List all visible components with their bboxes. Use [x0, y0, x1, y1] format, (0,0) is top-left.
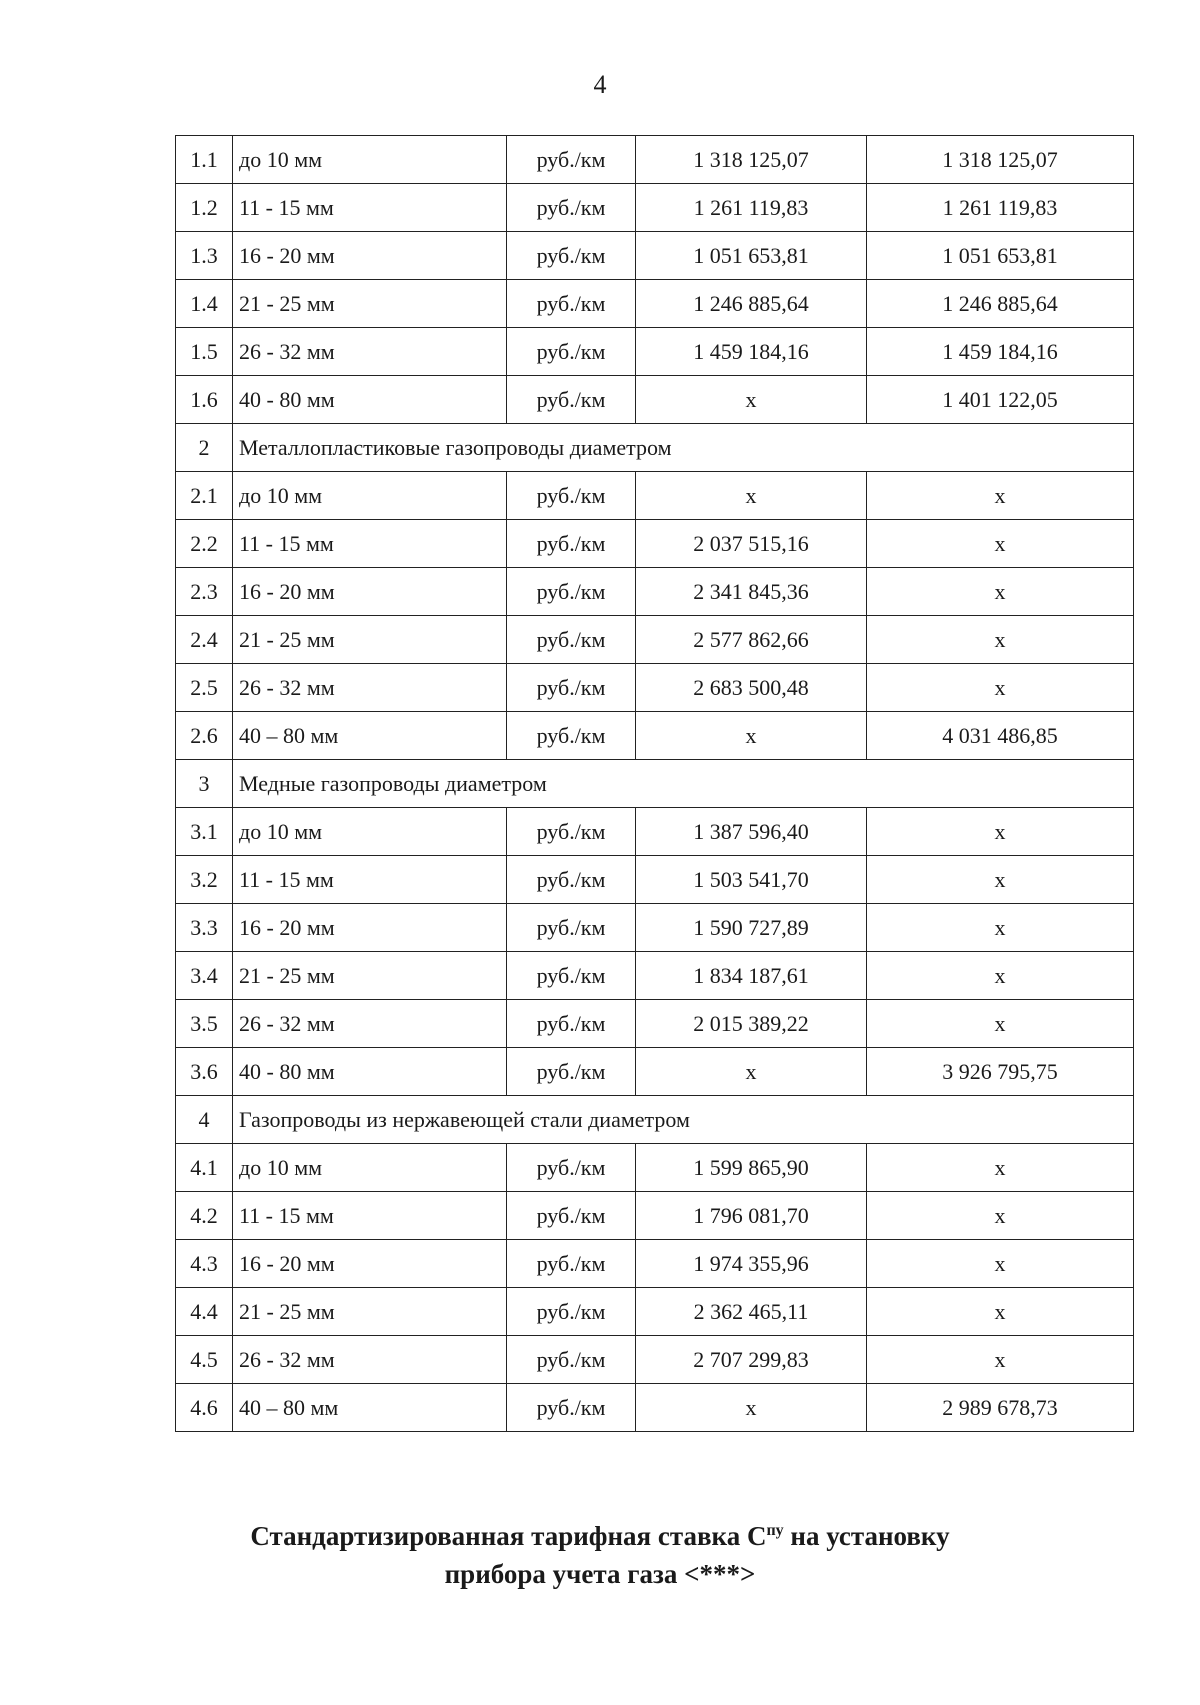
rate-value-2: 3 926 795,75 [867, 1048, 1134, 1096]
table-row [176, 520, 1134, 568]
rate-value-2: х [867, 808, 1134, 856]
row-number: 3.2 [176, 856, 233, 904]
section-heading: Газопроводы из нержавеющей стали диаметром [233, 1096, 1134, 1144]
row-number: 2 [176, 424, 233, 472]
unit: руб./км [507, 376, 636, 424]
section-row [176, 1096, 1134, 1144]
unit: руб./км [507, 856, 636, 904]
diameter-range: 21 - 25 мм [233, 616, 507, 664]
rate-value-1: х [636, 1048, 867, 1096]
tariff-table-body [176, 136, 1134, 1432]
table-row [176, 856, 1134, 904]
page-number: 4 [593, 70, 607, 99]
row-number: 1.4 [176, 280, 233, 328]
table-row [176, 616, 1134, 664]
rate-value-1: 1 590 727,89 [636, 904, 867, 952]
diameter-range: до 10 мм [233, 1144, 507, 1192]
row-number: 2.5 [176, 664, 233, 712]
row-number: 1.6 [176, 376, 233, 424]
row-number: 2.2 [176, 520, 233, 568]
section-row [176, 760, 1134, 808]
row-number: 4.2 [176, 1192, 233, 1240]
rate-value-2: х [867, 1000, 1134, 1048]
table-row [176, 1288, 1134, 1336]
tariff-table [175, 135, 1134, 1432]
unit: руб./км [507, 280, 636, 328]
row-number: 1.1 [176, 136, 233, 184]
rate-value-2: 1 459 184,16 [867, 328, 1134, 376]
table-row [176, 280, 1134, 328]
diameter-range: 26 - 32 мм [233, 1000, 507, 1048]
table-row [176, 472, 1134, 520]
section-row [176, 424, 1134, 472]
table-row [176, 328, 1134, 376]
table-row [176, 1144, 1134, 1192]
rate-value-2: х [867, 1336, 1134, 1384]
unit: руб./км [507, 664, 636, 712]
diameter-range: 16 - 20 мм [233, 232, 507, 280]
rate-value-2: х [867, 616, 1134, 664]
unit: руб./км [507, 328, 636, 376]
diameter-range: 26 - 32 мм [233, 328, 507, 376]
rate-value-2: х [867, 1144, 1134, 1192]
unit: руб./км [507, 520, 636, 568]
rate-value-1: 1 318 125,07 [636, 136, 867, 184]
title-superscript: пу [766, 1522, 784, 1539]
table-row [176, 232, 1134, 280]
rate-value-2: х [867, 952, 1134, 1000]
rate-value-1: 1 387 596,40 [636, 808, 867, 856]
unit: руб./км [507, 232, 636, 280]
diameter-range: 11 - 15 мм [233, 856, 507, 904]
row-number: 3.3 [176, 904, 233, 952]
rate-value-1: х [636, 376, 867, 424]
table-row [176, 712, 1134, 760]
table-row [176, 376, 1134, 424]
unit: руб./км [507, 808, 636, 856]
diameter-range: 11 - 15 мм [233, 184, 507, 232]
title-text-end: на установку [783, 1521, 950, 1551]
unit: руб./км [507, 1288, 636, 1336]
row-number: 3.6 [176, 1048, 233, 1096]
diameter-range: 40 - 80 мм [233, 1048, 507, 1096]
rate-value-1: 2 037 515,16 [636, 520, 867, 568]
unit: руб./км [507, 1000, 636, 1048]
row-number: 3 [176, 760, 233, 808]
diameter-range: 21 - 25 мм [233, 952, 507, 1000]
table-row [176, 1192, 1134, 1240]
unit: руб./км [507, 568, 636, 616]
rate-value-2: 2 989 678,73 [867, 1384, 1134, 1432]
table-row [176, 136, 1134, 184]
rate-value-1: 1 246 885,64 [636, 280, 867, 328]
rate-value-1: 2 577 862,66 [636, 616, 867, 664]
unit: руб./км [507, 616, 636, 664]
section-title [0, 1512, 1200, 1593]
diameter-range: 21 - 25 мм [233, 280, 507, 328]
diameter-range: до 10 мм [233, 472, 507, 520]
rate-value-1: 1 796 081,70 [636, 1192, 867, 1240]
rate-value-2: х [867, 664, 1134, 712]
row-number: 4.3 [176, 1240, 233, 1288]
rate-value-1: 1 974 355,96 [636, 1240, 867, 1288]
rate-value-2: х [867, 1288, 1134, 1336]
unit: руб./км [507, 904, 636, 952]
row-number: 4 [176, 1096, 233, 1144]
unit: руб./км [507, 472, 636, 520]
rate-value-1: х [636, 1384, 867, 1432]
rate-value-2: 4 031 486,85 [867, 712, 1134, 760]
row-number: 2.6 [176, 712, 233, 760]
diameter-range: 16 - 20 мм [233, 904, 507, 952]
diameter-range: 16 - 20 мм [233, 568, 507, 616]
rate-value-2: х [867, 520, 1134, 568]
rate-value-1: 1 503 541,70 [636, 856, 867, 904]
unit: руб./км [507, 1240, 636, 1288]
rate-value-2: х [867, 1240, 1134, 1288]
table-row [176, 1384, 1134, 1432]
row-number: 3.4 [176, 952, 233, 1000]
rate-value-1: 1 459 184,16 [636, 328, 867, 376]
diameter-range: 40 – 80 мм [233, 712, 507, 760]
row-number: 1.2 [176, 184, 233, 232]
row-number: 4.1 [176, 1144, 233, 1192]
rate-value-1: 2 683 500,48 [636, 664, 867, 712]
rate-value-2: 1 318 125,07 [867, 136, 1134, 184]
rate-value-2: 1 261 119,83 [867, 184, 1134, 232]
row-number: 4.4 [176, 1288, 233, 1336]
unit: руб./км [507, 184, 636, 232]
table-row [176, 1240, 1134, 1288]
diameter-range: 16 - 20 мм [233, 1240, 507, 1288]
table-row [176, 184, 1134, 232]
rate-value-1: 2 707 299,83 [636, 1336, 867, 1384]
table-row [176, 952, 1134, 1000]
diameter-range: 26 - 32 мм [233, 664, 507, 712]
rate-value-2: х [867, 904, 1134, 952]
section-title-line-2: прибора учета газа <***> [444, 1559, 756, 1589]
rate-value-1: 1 261 119,83 [636, 184, 867, 232]
rate-value-1: 1 051 653,81 [636, 232, 867, 280]
unit: руб./км [507, 1048, 636, 1096]
diameter-range: 11 - 15 мм [233, 520, 507, 568]
table-row [176, 904, 1134, 952]
diameter-range: 40 - 80 мм [233, 376, 507, 424]
unit: руб./км [507, 1384, 636, 1432]
unit: руб./км [507, 952, 636, 1000]
row-number: 2.1 [176, 472, 233, 520]
section-heading: Медные газопроводы диаметром [233, 760, 1134, 808]
diameter-range: до 10 мм [233, 136, 507, 184]
table-row [176, 1048, 1134, 1096]
unit: руб./км [507, 136, 636, 184]
row-number: 3.1 [176, 808, 233, 856]
rate-value-2: 1 401 122,05 [867, 376, 1134, 424]
row-number: 3.5 [176, 1000, 233, 1048]
diameter-range: 40 – 80 мм [233, 1384, 507, 1432]
rate-value-1: х [636, 712, 867, 760]
diameter-range: 26 - 32 мм [233, 1336, 507, 1384]
rate-value-1: 2 341 845,36 [636, 568, 867, 616]
unit: руб./км [507, 712, 636, 760]
row-number: 2.4 [176, 616, 233, 664]
unit: руб./км [507, 1144, 636, 1192]
row-number: 2.3 [176, 568, 233, 616]
table-row [176, 1336, 1134, 1384]
table-row [176, 808, 1134, 856]
row-number: 1.3 [176, 232, 233, 280]
rate-value-2: х [867, 568, 1134, 616]
rate-value-2: 1 051 653,81 [867, 232, 1134, 280]
table-row [176, 568, 1134, 616]
rate-value-1: 1 599 865,90 [636, 1144, 867, 1192]
row-number: 4.5 [176, 1336, 233, 1384]
rate-value-2: х [867, 472, 1134, 520]
diameter-range: до 10 мм [233, 808, 507, 856]
rate-value-2: 1 246 885,64 [867, 280, 1134, 328]
rate-value-1: х [636, 472, 867, 520]
row-number: 4.6 [176, 1384, 233, 1432]
rate-value-2: х [867, 856, 1134, 904]
diameter-range: 21 - 25 мм [233, 1288, 507, 1336]
section-heading: Металлопластиковые газопроводы диаметром [233, 424, 1134, 472]
diameter-range: 11 - 15 мм [233, 1192, 507, 1240]
table-row [176, 1000, 1134, 1048]
unit: руб./км [507, 1192, 636, 1240]
rate-value-1: 1 834 187,61 [636, 952, 867, 1000]
rate-value-1: 2 362 465,11 [636, 1288, 867, 1336]
section-title-line-1 [0, 1512, 1200, 1555]
row-number: 1.5 [176, 328, 233, 376]
rate-value-1: 2 015 389,22 [636, 1000, 867, 1048]
table-row [176, 664, 1134, 712]
title-text-start: Стандартизированная тарифная ставка С [250, 1521, 767, 1551]
unit: руб./км [507, 1336, 636, 1384]
rate-value-2: х [867, 1192, 1134, 1240]
